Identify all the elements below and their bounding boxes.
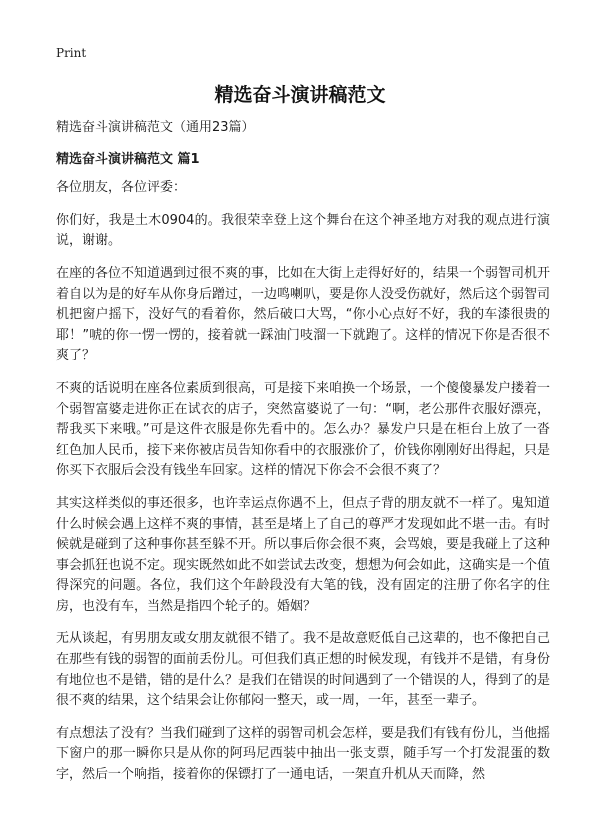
paragraph: 无从谈起，有男朋友或女朋友就很不错了。我不是故意贬低自己这辈的，也不像把自己在那些有钱的弱智的面前丢份儿。可但我们真正想的时候发现，有钱并不是错，有身份有地位也不是错，错的是什么？是我们在错误的时间遇到了一个错误的人，得到了的是很不爽的结果，这个结果会让你郁闷一整天，或一周，一年，甚至一辈子。: [56, 631, 551, 709]
paragraph: 其实这样类似的事还很多，也许幸运点你遇不上，但点子背的朋友就不一样了。鬼知道什么时候会遇上这样不爽的事情，甚至是堵上了自己的尊严才发现如此不堪一击。有时候就是碰到了这种事你甚至躲不开。所以事后你会很不爽，会骂娘，要是我碰上了这种事会抓狂也说不定。现实既然如此不如尝试去改变，想想为何会如此，这确实是一个值得深究的问题。各位，我们这个年龄段没有大笔的钱，没有固定的注册了你名字的住房，也没有车，当然是指四个轮子的。婚姻？: [56, 495, 551, 614]
page-title: 精选奋斗演讲稿范文: [214, 84, 386, 106]
paragraph: 不爽的话说明在座各位素质到很高，可是接下来咱换一个场景，一个傻傻暴发户搂着一个弱智富婆走进你正在试衣的店子，突然富婆说了一句：“啊，老公那件衣服好漂亮，帮我买下来哦。”可是这件衣服是你先看中的。怎么办？暴发户只是在柜台上放了一沓红色加人民币，接下来你被店员告知你看中的衣服涨价了，价钱你刚刚好出得起，只是你买下衣服后会没有钱坐车回家。这样的情况下你会不会很不爽了？: [56, 380, 551, 479]
section-heading: 精选奋斗演讲稿范文 篇1: [56, 151, 200, 167]
greeting: 各位朋友，各位评委：: [56, 180, 187, 196]
paragraph: 有点想法了没有？当我们碰到了这样的弱智司机会怎样，要是我们有钱有份儿，当他摇下窗户的那一瞬你只是从你的阿玛尼西装中抽出一张支票，随手写一个打发混蛋的数字，然后一个响指，接着你的保镖打了一通电话，一架直升机从天而降，然: [56, 725, 551, 783]
document-body: [56, 118, 550, 798]
document-subtitle: 精选奋斗演讲稿范文（通用23篇）: [56, 120, 255, 135]
paragraph: 在座的各位不知道遇到过很不爽的事，比如在大街上走得好好的，结果一个弱智司机开着自以为是的好车从你身后蹭过，一边鸣喇叭，要是你人没受伤就好，然后这个弱智司机把窗户摇下，没好气的看着你，然后破口大骂，“你小心点好不好，我的车漆很贵的耶！”唬的你一愣一愣的，接着就一踩油门吱溜一下就跑了。这样的情况下你是否很不爽了？: [56, 265, 551, 364]
print-label[interactable]: Print: [56, 46, 87, 60]
paragraph: 你们好，我是土木0904的。我很荣幸登上这个舞台在这个神圣地方对我的观点进行演说，谢谢。: [56, 212, 550, 249]
